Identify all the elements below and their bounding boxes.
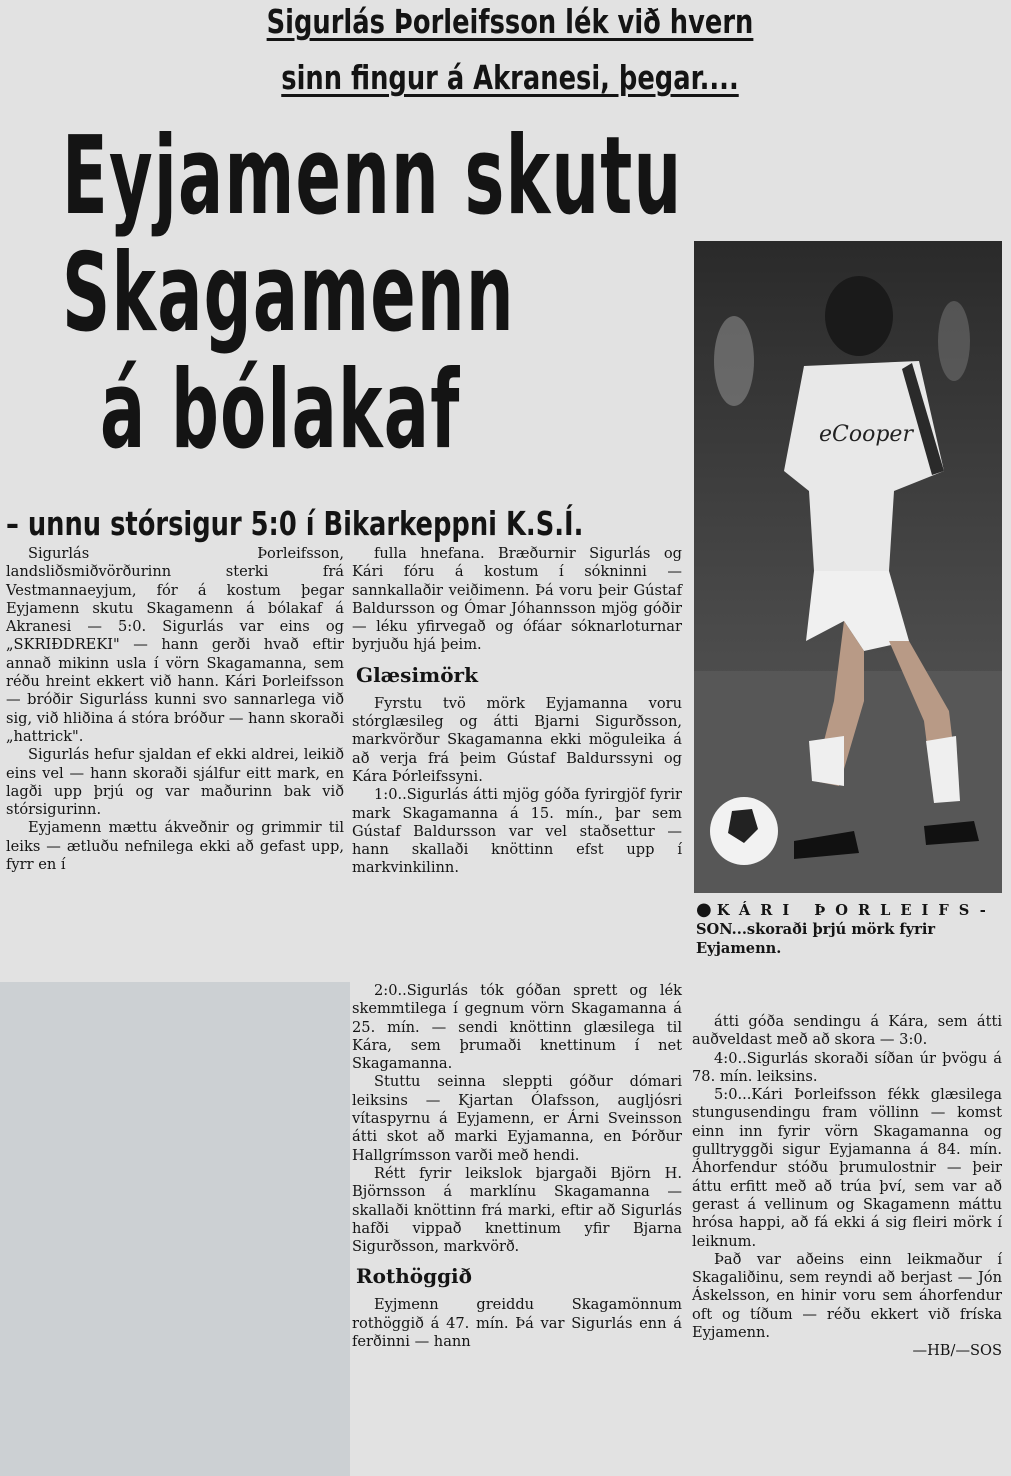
paragraph: Það var aðeins einn leikmaður í Skagaliðinu, sem reyndi að berjast — Jón Áskelsson, en hinir voru sem áhorfendur oft og tíðum — réðu ekkert við fríska Eyjamenn. bbox=[692, 1250, 1002, 1342]
column-2-bottom bbox=[352, 982, 682, 1351]
caption-text: SON...skoraði þrjú mörk fyrir Eyjamenn. bbox=[696, 921, 936, 957]
headline-line-2: Skagamenn bbox=[62, 231, 515, 356]
headline-line-1: Eyjamenn skutu bbox=[62, 114, 683, 239]
paragraph: Sigurlás Þorleifsson, landsliðsmiðvörðurinn sterki frá Vestmannaeyjum, fór á kostum þegar Eyjamenn skutu Skagamenn á bólakaf á Akranesi — 5:0. Sigurlás var eins og „SKRIÐDREKI" — hann gerði hvað eftir annað mikinn usla í vörn Skagamanna, sem réðu hreint ekkert við hann. Kári Þorleifsson — bróðir Sigurláss kunni svo sannarlega við sig, við hliðina á stóra bróður — hann skoraði „hattrick". bbox=[6, 545, 344, 745]
caption-name: KÁRI ÞORLEIFS- bbox=[716, 902, 996, 919]
paragraph: 4:0..Sigurlás skoraði síðan úr þvögu á 78. mín. leiksins. bbox=[692, 1049, 1002, 1085]
paragraph: 5:0...Kári Þorleifsson fékk glæsilega stungusendingu fram völlinn — komst einn inn fyrir vörn Skagamanna og gulltryggði sigur Eyjamanna á 84. mín. Áhorfendur stóðu þrumulostnir — þeir áttu erfitt með að trúa því, sem var að gerast á vellinum og Skagamenn máttu hrósa happi, að fá ekki á sig fleiri mörk í leiknum. bbox=[692, 1086, 1002, 1250]
paragraph: átti góða sendingu á Kára, sem átti auðveldast með að skora — 3:0. bbox=[692, 1013, 1002, 1049]
paragraph: 2:0..Sigurlás tók góðan sprett og lék skemmtilega í gegnum vörn Skagamanna á 25. mín. — sendi knöttinn glæsilega til Kára, sem þrumaði knettinum í net Skagamanna. bbox=[352, 982, 682, 1073]
kicker-line-2: sinn fingur á Akranesi, þegar.... bbox=[281, 58, 739, 97]
football-player-photo bbox=[694, 241, 1002, 893]
headline-line-3: á bólakaf bbox=[100, 348, 461, 473]
svg-text:eCooper: eCooper bbox=[819, 422, 913, 447]
section-heading: Glæsimörk bbox=[356, 662, 478, 687]
kicker-line-1: Sigurlás Þorleifsson lék við hvern bbox=[266, 2, 754, 41]
paragraph: Eyjmenn greiddu Skagamönnum rothöggið á 47. mín. Þá var Sigurlás enn á ferðinni — hann bbox=[352, 1296, 682, 1351]
paragraph: Stuttu seinna sleppti góður dómari leiksins — Kjartan Ólafsson, augljósri vítaspyrnu á Eyjamenn, er Árni Sveinsson átti skot að marki Eyjamanna, en Þórður Hallgrímsson varði með hendi. bbox=[352, 1073, 682, 1164]
paragraph: Fyrstu tvö mörk Eyjamanna voru stórglæsileg og átti Bjarni Sigurðsson, markvörður Skagamanna ekki möguleika á að verja frá þeim Gústaf Baldurssyni og Kára Þórleifssyni. bbox=[352, 694, 682, 785]
blank-area bbox=[0, 982, 350, 1476]
column-3 bbox=[692, 1013, 1002, 1361]
subheadline: – unnu stórsigur 5:0 í Bikarkeppni K.S.Í. bbox=[6, 504, 584, 543]
signature: —HB/—SOS bbox=[912, 1342, 1002, 1360]
paragraph: 1:0..Sigurlás átti mjög góða fyrirgjöf fyrir mark Skagamanna á 15. mín., þar sem Gústaf Baldursson var vel staðsettur — hann skallaði knöttinn efst upp í markvinkilinn. bbox=[352, 786, 682, 877]
section-heading: Rothöggið bbox=[356, 1264, 472, 1289]
paragraph: fulla hnefana. Bræðurnir Sigurlás og Kári fóru á kostum í sókninni — sannkallaðir veiðimenn. Þá voru þeir Gústaf Baldursson og Ómar Jóhannsson mjög góðir — léku yfirvegað og ófáar sóknarloturnar byrjuðu hjá þeim. bbox=[352, 545, 682, 654]
paragraph: Eyjamenn mættu ákveðnir og grimmir til leiks — ætluðu nefnilega ekki að gefast upp, fyrr en í bbox=[6, 819, 344, 874]
paragraph: Sigurlás hefur sjaldan ef ekki aldrei, leikið eins vel — hann skoraði sjálfur eitt mark, en lagði upp þrjú og var maðurinn bak við stórsigurinn. bbox=[6, 746, 344, 819]
column-1 bbox=[6, 545, 344, 874]
photo-caption bbox=[696, 900, 1001, 958]
bullet-icon: ● bbox=[696, 899, 712, 920]
column-2-top bbox=[352, 545, 682, 878]
photo-icon bbox=[694, 241, 1002, 893]
paragraph: Rétt fyrir leikslok bjargaði Björn H. Björnsson á marklínu Skagamanna — skallaði knöttinn frá marki, eftir að Sigurlás hafði vippað knettinum yfir Bjarna Sigurðsson, markvörð. bbox=[352, 1164, 682, 1256]
